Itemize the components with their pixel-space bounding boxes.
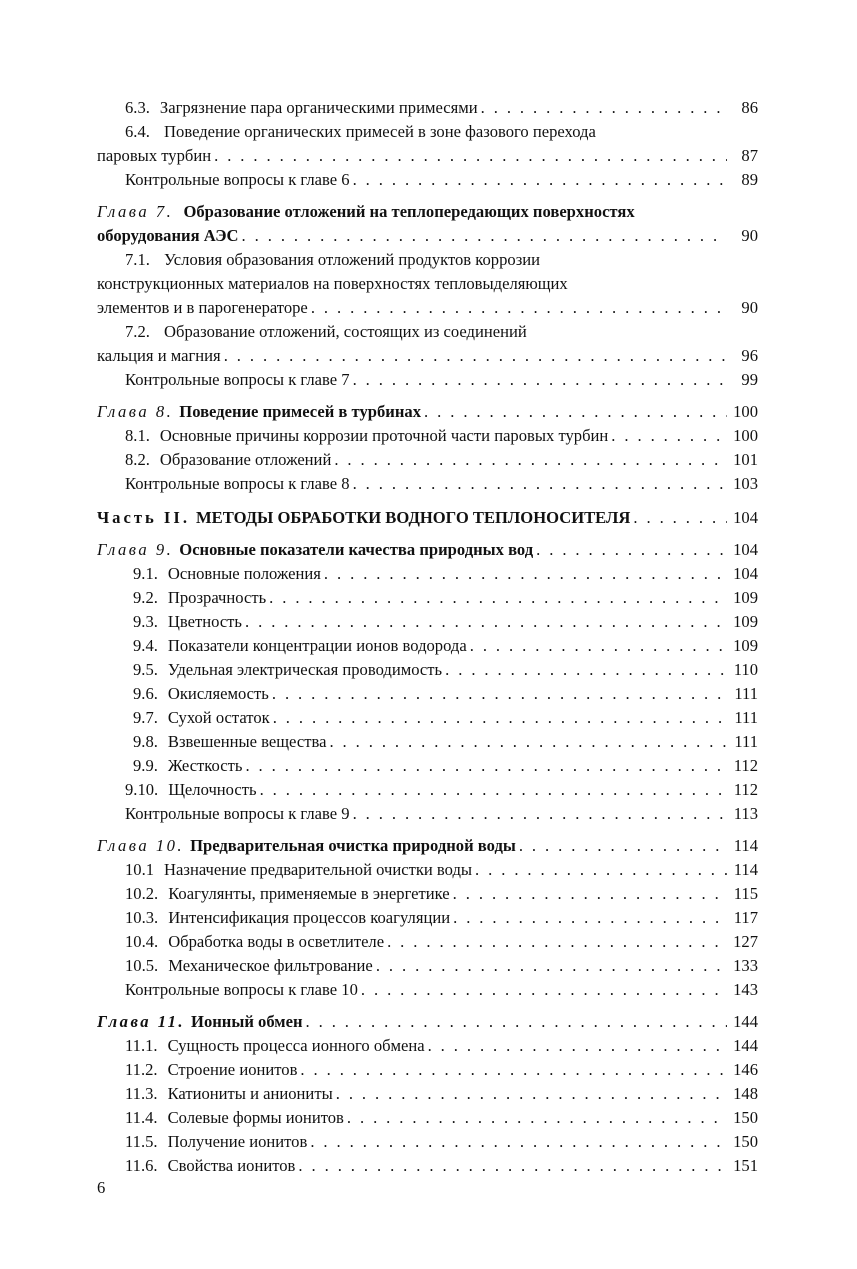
dot-leader xyxy=(310,1130,727,1154)
dot-leader xyxy=(269,586,727,610)
page-ref: 146 xyxy=(733,1060,758,1079)
section-title: Контрольные вопросы к главе 6 xyxy=(125,170,350,189)
toc-entry-7-2 xyxy=(97,320,758,368)
section-number: 10.2. xyxy=(125,884,159,903)
dot-leader xyxy=(298,1154,727,1178)
section-title: Контрольные вопросы к главе 7 xyxy=(125,370,350,389)
page-ref: 117 xyxy=(733,908,758,927)
dot-leader xyxy=(481,96,727,120)
toc-entry-questions-9 xyxy=(97,802,758,826)
section-number: 9.2. xyxy=(133,588,158,607)
page-ref: 100 xyxy=(733,426,758,445)
section-title-line-3: элементов и в парогенераторе xyxy=(97,298,308,317)
section-number: 9.5. xyxy=(133,660,158,679)
page-ref: 111 xyxy=(734,684,758,703)
section-number: 9.6. xyxy=(133,684,158,703)
toc-entry-questions-10 xyxy=(97,978,758,1002)
section-title: Назначение предварительной очистки воды xyxy=(164,860,473,879)
section-title: Контрольные вопросы к главе 10 xyxy=(125,980,358,999)
section-title: Основные положения xyxy=(167,564,321,583)
section-title: Прозрачность xyxy=(167,588,267,607)
toc-entry-questions-7 xyxy=(97,368,758,392)
dot-leader xyxy=(453,882,727,906)
chapter-title-line-2: оборудования АЭС xyxy=(97,226,239,245)
section-number: 10.3. xyxy=(125,908,159,927)
section-title-line-2: кальция и магния xyxy=(97,346,221,365)
toc-chapter-9 xyxy=(97,538,758,562)
section-title: Сухой остаток xyxy=(167,708,270,727)
section-title: Получение ионитов xyxy=(167,1132,308,1151)
page-ref: 100 xyxy=(733,402,758,421)
page-ref: 87 xyxy=(741,146,758,165)
section-title: Щелочность xyxy=(168,780,257,799)
section-number: 11.5. xyxy=(125,1132,158,1151)
section-number: 10.4. xyxy=(125,932,159,951)
toc-entry-10-1 xyxy=(97,858,758,882)
section-title: Образование отложений xyxy=(159,450,332,469)
page-ref: 112 xyxy=(733,756,758,775)
section-number: 11.1. xyxy=(125,1036,158,1055)
toc-part-2 xyxy=(97,506,758,530)
section-number: 6.3. xyxy=(125,98,150,117)
toc-entry-11-3 xyxy=(97,1082,758,1106)
toc-chapter-11 xyxy=(97,1010,758,1034)
chapter-label: Глава 9. xyxy=(97,540,174,559)
section-title: Солевые формы ионитов xyxy=(167,1108,344,1127)
section-title-line-1: Условия образования отложений продуктов коррозии xyxy=(164,250,541,269)
toc-entry-10-5 xyxy=(97,954,758,978)
toc-entry-9-9 xyxy=(97,754,758,778)
toc-entry-9-2 xyxy=(97,586,758,610)
page-ref: 99 xyxy=(741,370,758,389)
page-ref: 133 xyxy=(733,956,758,975)
page-ref: 86 xyxy=(741,98,758,117)
section-title: Контрольные вопросы к главе 8 xyxy=(125,474,350,493)
dot-leader xyxy=(306,1010,727,1034)
section-number: 9.9. xyxy=(133,756,158,775)
section-title: Цветность xyxy=(167,612,243,631)
chapter-label: Глава 7. xyxy=(97,202,174,221)
dot-leader xyxy=(387,930,727,954)
section-title-line-1: Поведение органических примесей в зоне фазового перехода xyxy=(164,122,596,141)
chapter-title: Поведение примесей в турбинах xyxy=(179,402,422,421)
toc-entry-8-1 xyxy=(97,424,758,448)
toc-entry-11-6 xyxy=(97,1154,758,1178)
section-title: Механическое фильтрование xyxy=(168,956,373,975)
page-ref: 143 xyxy=(733,980,758,999)
dot-leader xyxy=(470,634,727,658)
section-title: Коагулянты, применяемые в энергетике xyxy=(168,884,450,903)
page-ref: 114 xyxy=(733,860,758,879)
dot-leader xyxy=(273,706,727,730)
toc-entry-11-1 xyxy=(97,1034,758,1058)
section-title-line-2: конструкционных материалов на поверхностях тепловыделяющих xyxy=(97,274,568,293)
section-number: 11.3. xyxy=(125,1084,158,1103)
page-ref: 115 xyxy=(733,884,758,903)
page-ref: 111 xyxy=(734,708,758,727)
dot-leader xyxy=(475,858,727,882)
section-number: 8.1. xyxy=(125,426,150,445)
dot-leader xyxy=(242,224,727,248)
dot-leader xyxy=(353,472,727,496)
dot-leader xyxy=(224,344,727,368)
toc-entry-11-2 xyxy=(97,1058,758,1082)
section-title: Обработка воды в осветлителе xyxy=(168,932,385,951)
chapter-title: Ионный обмен xyxy=(191,1012,303,1031)
page-ref: 151 xyxy=(733,1156,758,1175)
toc-entry-11-5 xyxy=(97,1130,758,1154)
page-ref: 96 xyxy=(741,346,758,365)
page-ref: 110 xyxy=(733,660,758,679)
section-title-line-2: паровых турбин xyxy=(97,146,212,165)
dot-leader xyxy=(260,778,727,802)
chapter-title: Предварительная очистка природной воды xyxy=(190,836,516,855)
dot-leader xyxy=(272,682,727,706)
dot-leader xyxy=(361,978,727,1002)
toc-entry-10-2 xyxy=(97,882,758,906)
section-title: Строение ионитов xyxy=(167,1060,298,1079)
dot-leader xyxy=(329,730,727,754)
section-title: Сущность процесса ионного обмена xyxy=(167,1036,425,1055)
page-ref: 150 xyxy=(733,1132,758,1151)
dot-leader xyxy=(519,834,727,858)
section-number: 9.10. xyxy=(125,780,159,799)
toc-entry-9-6 xyxy=(97,682,758,706)
dot-leader xyxy=(324,562,727,586)
section-number: 8.2. xyxy=(125,450,150,469)
dot-leader xyxy=(336,1082,727,1106)
section-number: 9.4. xyxy=(133,636,158,655)
page-ref: 109 xyxy=(733,612,758,631)
toc-entry-6-4 xyxy=(97,120,758,168)
dot-leader xyxy=(445,658,727,682)
dot-leader xyxy=(311,296,727,320)
toc-entry-10-3 xyxy=(97,906,758,930)
page-ref: 90 xyxy=(741,226,758,245)
toc-entry-9-3 xyxy=(97,610,758,634)
dot-leader xyxy=(428,1034,727,1058)
page-ref: 111 xyxy=(734,732,758,751)
toc-entry-questions-8 xyxy=(97,472,758,496)
section-title: Контрольные вопросы к главе 9 xyxy=(125,804,350,823)
dot-leader xyxy=(611,424,727,448)
section-number: 9.8. xyxy=(133,732,158,751)
dot-leader xyxy=(353,368,727,392)
page-ref: 150 xyxy=(733,1108,758,1127)
dot-leader xyxy=(245,754,727,778)
section-number: 11.6. xyxy=(125,1156,158,1175)
dot-leader xyxy=(453,906,727,930)
page-ref: 144 xyxy=(733,1036,758,1055)
page-ref: 144 xyxy=(733,1012,758,1031)
dot-leader xyxy=(334,448,727,472)
section-title: Свойства ионитов xyxy=(167,1156,296,1175)
toc-entry-9-8 xyxy=(97,730,758,754)
dot-leader xyxy=(376,954,727,978)
chapter-label: Глава 11. xyxy=(97,1012,186,1031)
section-title: Показатели концентрации ионов водорода xyxy=(167,636,467,655)
toc-entry-9-10 xyxy=(97,778,758,802)
section-number: 10.5. xyxy=(125,956,159,975)
section-title: Удельная электрическая проводимость xyxy=(167,660,443,679)
toc-entry-9-5 xyxy=(97,658,758,682)
page-ref: 113 xyxy=(733,804,758,823)
section-title: Интенсификация процессов коагуляции xyxy=(168,908,451,927)
page-ref: 101 xyxy=(733,450,758,469)
part-label: Часть II. xyxy=(97,508,190,527)
toc-entry-6-3 xyxy=(97,96,758,120)
toc-entry-9-7 xyxy=(97,706,758,730)
page-ref: 114 xyxy=(733,836,758,855)
toc-entry-questions-6 xyxy=(97,168,758,192)
chapter-title-line-1: Образование отложений на теплопередающих поверхностях xyxy=(183,202,635,221)
page-ref: 103 xyxy=(733,474,758,493)
section-number: 10.1 xyxy=(125,860,155,879)
toc-chapter-7 xyxy=(97,200,758,248)
dot-leader xyxy=(245,610,727,634)
section-title-line-1: Образование отложений, состоящих из соединений xyxy=(164,322,527,341)
toc-entry-11-4 xyxy=(97,1106,758,1130)
section-number: 7.1. xyxy=(125,250,150,269)
section-title: Загрязнение пара органическими примесями xyxy=(159,98,478,117)
chapter-title: Основные показатели качества природных вод xyxy=(179,540,534,559)
section-number: 6.4. xyxy=(125,122,150,141)
page-number: 6 xyxy=(97,1178,106,1197)
toc-entry-9-4 xyxy=(97,634,758,658)
dot-leader xyxy=(347,1106,727,1130)
section-number: 7.2. xyxy=(125,322,150,341)
dot-leader xyxy=(300,1058,727,1082)
dot-leader xyxy=(214,144,727,168)
toc-entry-9-1 xyxy=(97,562,758,586)
dot-leader xyxy=(536,538,727,562)
section-number: 9.3. xyxy=(133,612,158,631)
page-ref: 112 xyxy=(733,780,758,799)
page-ref: 104 xyxy=(733,564,758,583)
chapter-label: Глава 10. xyxy=(97,836,185,855)
toc-entry-8-2 xyxy=(97,448,758,472)
page-ref: 127 xyxy=(733,932,758,951)
section-title: Жесткость xyxy=(167,756,243,775)
section-number: 9.7. xyxy=(133,708,158,727)
dot-leader xyxy=(633,506,727,530)
page-ref: 109 xyxy=(733,588,758,607)
page-ref: 109 xyxy=(733,636,758,655)
section-number: 9.1. xyxy=(133,564,158,583)
page-ref: 148 xyxy=(733,1084,758,1103)
part-title: МЕТОДЫ ОБРАБОТКИ ВОДНОГО ТЕПЛОНОСИТЕЛЯ xyxy=(195,508,631,527)
section-number: 11.4. xyxy=(125,1108,158,1127)
toc-chapter-10 xyxy=(97,834,758,858)
chapter-label: Глава 8. xyxy=(97,402,174,421)
dot-leader xyxy=(353,168,727,192)
dot-leader xyxy=(353,802,727,826)
page-ref: 89 xyxy=(741,170,758,189)
section-title: Основные причины коррозии проточной части паровых турбин xyxy=(159,426,609,445)
toc-entry-7-1 xyxy=(97,248,758,320)
section-number: 11.2. xyxy=(125,1060,158,1079)
table-of-contents xyxy=(97,96,758,1178)
section-title: Катиониты и аниониты xyxy=(167,1084,333,1103)
toc-chapter-8 xyxy=(97,400,758,424)
section-title: Взвешенные вещества xyxy=(167,732,327,751)
page-ref: 90 xyxy=(741,298,758,317)
page-ref: 104 xyxy=(733,540,758,559)
page-ref: 104 xyxy=(733,508,758,527)
section-title: Окисляемость xyxy=(167,684,269,703)
dot-leader xyxy=(424,400,727,424)
toc-entry-10-4 xyxy=(97,930,758,954)
